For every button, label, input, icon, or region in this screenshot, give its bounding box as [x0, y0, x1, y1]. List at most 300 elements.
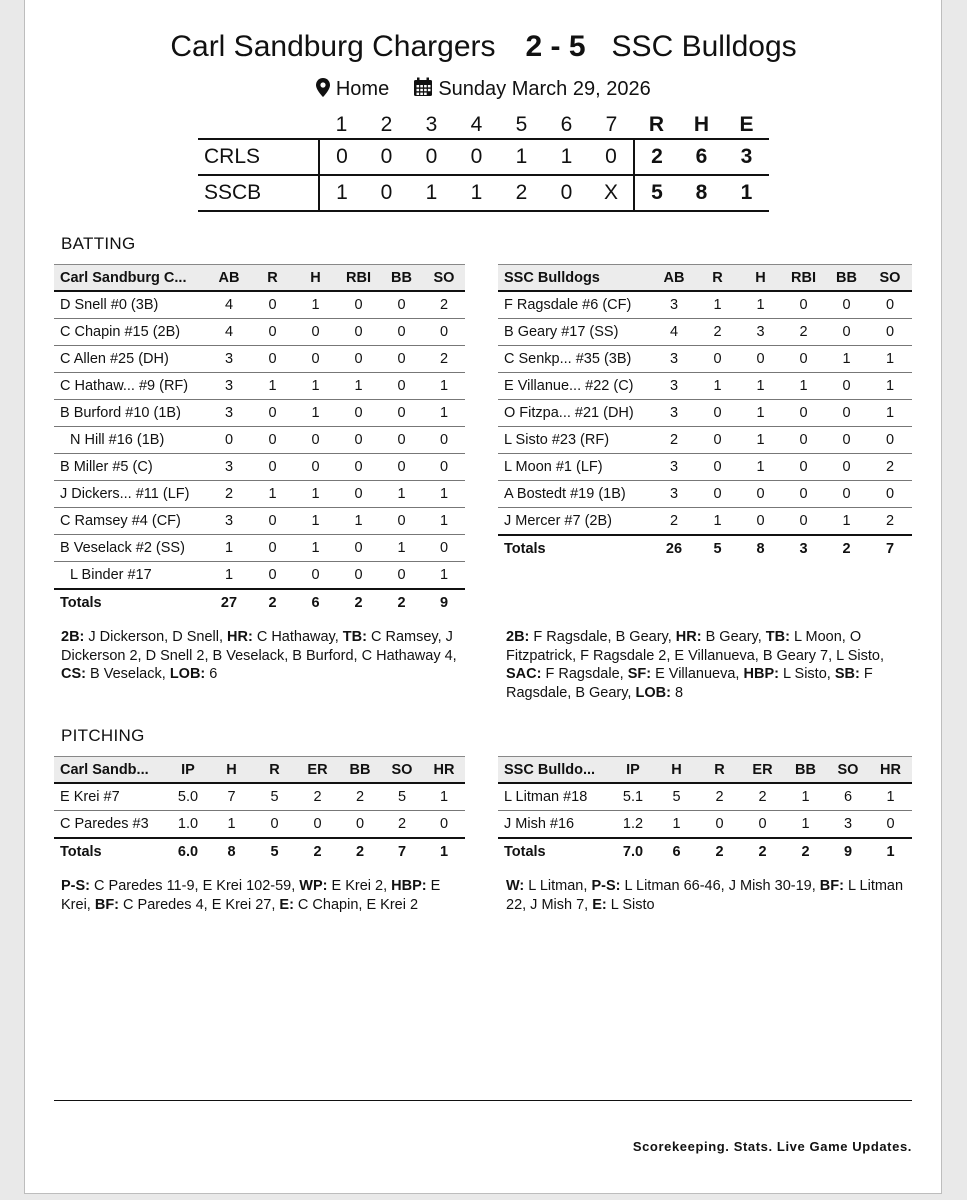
player-name: J Mish #16 [498, 811, 611, 839]
linescore-table [198, 112, 769, 212]
team-column-header: Carl Sandb... [54, 757, 166, 784]
player-name: C Paredes #3 [54, 811, 166, 839]
linescore-team-header [198, 112, 319, 139]
stat-cell: 6 [827, 783, 869, 811]
note-key: LOB: [635, 684, 671, 701]
stat-cell: 0 [825, 427, 868, 454]
stat-cell: 0 [825, 373, 868, 400]
stat-cell: 2 [296, 783, 339, 811]
stat-cell: 1 [655, 811, 698, 839]
stat-cell: 3 [739, 319, 782, 346]
totals-cell: 9 [827, 838, 869, 865]
note-key: E: [279, 896, 294, 913]
player-row [54, 481, 465, 508]
team-column-header: SSC Bulldogs [498, 265, 652, 292]
stat-column-header: IP [611, 757, 655, 784]
stat-cell: 0 [825, 400, 868, 427]
stat-cell: 1 [380, 535, 423, 562]
stat-cell: 0 [825, 291, 868, 319]
stat-cell: 3 [652, 400, 696, 427]
note-value: E Villanueva, [651, 666, 744, 682]
stat-column-header: HR [869, 757, 912, 784]
note-value: C Hathaway, [252, 629, 343, 645]
note-key: LOB: [169, 666, 206, 682]
stat-cell: 1 [696, 508, 739, 536]
totals-cell: 7.0 [611, 838, 655, 865]
runs-total: 2 [634, 139, 679, 175]
note-value: C Chapin, E Krei 2 [293, 896, 419, 913]
stat-cell: 5 [655, 783, 698, 811]
stat-cell: 0 [251, 562, 294, 590]
stat-cell: 2 [652, 427, 696, 454]
player-row [498, 783, 912, 811]
stat-cell: 0 [337, 400, 380, 427]
stat-cell: 0 [696, 400, 739, 427]
stat-column-header: SO [381, 757, 423, 784]
stat-cell: 0 [380, 291, 423, 319]
stat-cell: 0 [698, 811, 741, 839]
player-name: B Miller #5 (C) [54, 454, 207, 481]
totals-cell: 9 [423, 589, 465, 616]
player-name: C Chapin #15 (2B) [54, 319, 207, 346]
stat-cell: 5.1 [611, 783, 655, 811]
player-row [498, 400, 912, 427]
player-row [498, 291, 912, 319]
stat-column-header: H [210, 757, 253, 784]
totals-cell: 5 [696, 535, 739, 562]
stat-cell: 1 [784, 811, 827, 839]
stat-column-header: H [739, 265, 782, 292]
player-name: C Ramsey #4 (CF) [54, 508, 207, 535]
stat-cell: 1 [251, 481, 294, 508]
player-row [498, 811, 912, 839]
stat-cell: 0 [782, 481, 825, 508]
player-name: N Hill #16 (1B) [54, 427, 207, 454]
totals-cell: 1 [423, 838, 465, 865]
stat-cell: 1 [337, 508, 380, 535]
stat-cell: 1 [869, 783, 912, 811]
stat-cell: 7 [210, 783, 253, 811]
stat-cell: 1 [739, 454, 782, 481]
totals-cell: 6 [294, 589, 337, 616]
stat-cell: 0 [782, 427, 825, 454]
stat-cell: 1 [739, 427, 782, 454]
stat-cell: 0 [294, 454, 337, 481]
hits-total: 6 [679, 139, 724, 175]
totals-cell: 2 [251, 589, 294, 616]
batting-section-title: BATTING [61, 234, 136, 253]
stat-cell: 3 [207, 508, 251, 535]
player-name: L Binder #17 [54, 562, 207, 590]
stat-cell: 0 [251, 427, 294, 454]
inning-score: 0 [544, 175, 589, 211]
stat-cell: 1 [696, 373, 739, 400]
stat-column-header: BB [339, 757, 381, 784]
stat-cell: 0 [825, 454, 868, 481]
linescore-team: CRLS [198, 139, 319, 175]
stat-cell: 1 [782, 373, 825, 400]
stat-cell: 1 [294, 481, 337, 508]
final-score: 2 - 5 [525, 30, 586, 63]
note-value: C Ramsey, J Dickerson 2, D Snell 2, B Veselack, B Burford, C Hathaway 4, [61, 629, 457, 664]
hits-total: 8 [679, 175, 724, 211]
stat-cell: 0 [337, 427, 380, 454]
stat-cell: 2 [652, 508, 696, 536]
note-key: W: [506, 878, 525, 894]
stat-cell: 3 [207, 454, 251, 481]
player-name: E Krei #7 [54, 783, 166, 811]
stat-cell: 0 [251, 454, 294, 481]
note-value: C Paredes 4, E Krei 27, [119, 896, 280, 913]
stat-cell: 3 [827, 811, 869, 839]
stat-cell: 2 [423, 346, 465, 373]
note-value: C Paredes 11-9, E Krei 102-59, [90, 878, 300, 894]
inning-score: 0 [364, 175, 409, 211]
note-key: E: [592, 896, 607, 913]
note-value: B Geary, [701, 629, 766, 645]
stat-cell: 1 [294, 508, 337, 535]
home-batting-table [498, 264, 912, 562]
player-name: C Allen #25 (DH) [54, 346, 207, 373]
page-edge-right [941, 0, 942, 1193]
away-batting-notes [61, 628, 465, 684]
location-pin-icon [316, 78, 330, 100]
totals-cell: 2 [741, 838, 784, 865]
stat-cell: 0 [741, 811, 784, 839]
stat-cell: 0 [380, 454, 423, 481]
totals-cell: 8 [210, 838, 253, 865]
stat-cell: 1 [739, 291, 782, 319]
stat-cell: 1 [868, 373, 912, 400]
totals-row [54, 838, 465, 865]
linescore-row-home [198, 175, 769, 211]
stat-cell: 1 [868, 346, 912, 373]
note-key: HR: [227, 629, 253, 645]
hits-header: H [693, 113, 710, 136]
inning-header: 1 [335, 113, 348, 136]
inning-score: 1 [544, 139, 589, 175]
stat-cell: 5 [253, 783, 296, 811]
player-row [54, 373, 465, 400]
note-value: L Litman 66-46, J Mish 30-19, [620, 878, 820, 894]
errors-total: 1 [724, 175, 769, 211]
totals-label: Totals [498, 535, 652, 562]
stat-cell: 0 [782, 346, 825, 373]
stat-cell: 0 [380, 508, 423, 535]
stat-cell: 0 [782, 291, 825, 319]
inning-score: 1 [454, 175, 499, 211]
stat-cell: 2 [868, 508, 912, 536]
runs-total: 5 [634, 175, 679, 211]
stat-cell: 0 [423, 535, 465, 562]
stat-cell: 0 [423, 811, 465, 839]
away-team-name: Carl Sandburg Chargers [170, 30, 496, 63]
player-row [54, 346, 465, 373]
inning-header: 5 [515, 113, 528, 136]
inning-score: 1 [409, 175, 454, 211]
inning-header: 7 [605, 113, 618, 136]
away-pitching-table [54, 756, 465, 865]
totals-cell: 6 [655, 838, 698, 865]
pitching-section-title: PITCHING [61, 726, 145, 745]
player-name: B Geary #17 (SS) [498, 319, 652, 346]
player-name: B Burford #10 (1B) [54, 400, 207, 427]
totals-cell: 1 [869, 838, 912, 865]
player-row [498, 427, 912, 454]
note-value: F Ragsdale, B Geary, [506, 666, 873, 701]
note-key: WP: [299, 878, 328, 894]
stat-cell: 1.0 [166, 811, 210, 839]
stat-cell: 0 [696, 427, 739, 454]
player-row [498, 373, 912, 400]
stat-cell: 0 [423, 427, 465, 454]
stat-cell: 0 [739, 508, 782, 536]
page-edge-left [24, 0, 25, 1193]
stat-cell: 0 [337, 319, 380, 346]
stat-cell: 1 [739, 400, 782, 427]
stat-cell: 0 [868, 481, 912, 508]
note-key: HR: [675, 629, 702, 645]
note-key: 2B: [506, 629, 530, 645]
page-edge-bottom [24, 1193, 942, 1194]
stat-cell: 0 [868, 427, 912, 454]
stat-cell: 1 [207, 535, 251, 562]
totals-cell: 2 [339, 838, 381, 865]
stat-column-header: HR [423, 757, 465, 784]
stat-cell: 2 [339, 783, 381, 811]
stat-column-header: H [294, 265, 337, 292]
team-column-header: SSC Bulldo... [498, 757, 611, 784]
stat-cell: 1 [423, 400, 465, 427]
stat-cell: 0 [825, 319, 868, 346]
away-pitching-notes [61, 877, 465, 914]
stat-column-header: BB [784, 757, 827, 784]
pitching-header-row [54, 757, 465, 784]
team-column-header: Carl Sandburg C... [54, 265, 207, 292]
stat-cell: 1 [825, 508, 868, 536]
stat-cell: 1 [294, 373, 337, 400]
stat-column-header: BB [380, 265, 423, 292]
stat-cell: 1 [784, 783, 827, 811]
stat-cell: 0 [251, 508, 294, 535]
stat-cell: 2 [741, 783, 784, 811]
stat-cell: 0 [296, 811, 339, 839]
stat-cell: 0 [696, 454, 739, 481]
note-value: B Veselack, [85, 666, 170, 682]
note-value: L Sisto [606, 896, 655, 913]
batting-header-row [54, 265, 465, 292]
player-row [54, 319, 465, 346]
stat-cell: 1 [423, 373, 465, 400]
pitching-header-row [498, 757, 912, 784]
inning-score: 0 [319, 139, 364, 175]
stat-cell: 0 [868, 291, 912, 319]
stat-cell: 0 [251, 400, 294, 427]
note-key: BF: [94, 896, 120, 913]
inning-score: 2 [499, 175, 544, 211]
totals-label: Totals [54, 838, 166, 865]
stat-column-header: R [253, 757, 296, 784]
stat-cell: 1 [251, 373, 294, 400]
stat-cell: 0 [337, 481, 380, 508]
stat-cell: 1 [696, 291, 739, 319]
player-name: J Mercer #7 (2B) [498, 508, 652, 536]
linescore-row-away [198, 139, 769, 175]
player-name: A Bostedt #19 (1B) [498, 481, 652, 508]
game-info [0, 77, 967, 101]
stat-cell: 1 [294, 400, 337, 427]
player-name: J Dickers... #11 (LF) [54, 481, 207, 508]
note-value: 6 [205, 666, 218, 682]
home-batting-notes [506, 628, 912, 702]
stat-cell: 0 [423, 319, 465, 346]
stat-cell: 4 [207, 291, 251, 319]
stat-cell: 0 [869, 811, 912, 839]
player-row [54, 535, 465, 562]
player-row [498, 346, 912, 373]
inning-header: 2 [380, 113, 393, 136]
totals-cell: 7 [868, 535, 912, 562]
totals-cell: 5 [253, 838, 296, 865]
stat-cell: 0 [251, 346, 294, 373]
player-name: L Moon #1 (LF) [498, 454, 652, 481]
totals-cell: 2 [380, 589, 423, 616]
note-key: BF: [819, 878, 844, 894]
note-key: SF: [627, 666, 652, 682]
stat-column-header: RBI [782, 265, 825, 292]
player-row [498, 454, 912, 481]
stat-cell: 0 [696, 346, 739, 373]
totals-cell: 2 [784, 838, 827, 865]
stat-cell: 1.2 [611, 811, 655, 839]
stat-cell: 1 [739, 373, 782, 400]
stat-cell: 0 [339, 811, 381, 839]
stat-cell: 1 [210, 811, 253, 839]
player-name: C Senkp... #35 (3B) [498, 346, 652, 373]
stat-cell: 0 [294, 346, 337, 373]
player-name: O Fitzpa... #21 (DH) [498, 400, 652, 427]
stat-cell: 0 [294, 427, 337, 454]
stat-cell: 0 [825, 481, 868, 508]
note-key: SB: [834, 666, 860, 682]
player-row [54, 454, 465, 481]
player-row [54, 811, 465, 839]
player-row [54, 783, 465, 811]
stat-cell: 2 [381, 811, 423, 839]
stat-cell: 0 [337, 346, 380, 373]
stat-cell: 0 [782, 454, 825, 481]
stat-cell: 1 [423, 508, 465, 535]
stat-cell: 0 [782, 508, 825, 536]
batting-header-row [498, 265, 912, 292]
totals-cell: 2 [698, 838, 741, 865]
stat-cell: 0 [423, 454, 465, 481]
stat-cell: 0 [294, 319, 337, 346]
inning-score: 1 [319, 175, 364, 211]
footer-tagline: Scorekeeping. Stats. Live Game Updates. [632, 1139, 912, 1154]
note-key: TB: [342, 629, 367, 645]
stat-cell: 0 [380, 562, 423, 590]
player-name: F Ragsdale #6 (CF) [498, 291, 652, 319]
player-name: C Hathaw... #9 (RF) [54, 373, 207, 400]
home-team-name: SSC Bulldogs [611, 30, 797, 63]
inning-header: 6 [560, 113, 573, 136]
player-name: D Snell #0 (3B) [54, 291, 207, 319]
inning-score: 0 [454, 139, 499, 175]
totals-cell: 2 [825, 535, 868, 562]
stat-cell: 0 [380, 427, 423, 454]
stat-cell: 2 [868, 454, 912, 481]
stat-column-header: IP [166, 757, 210, 784]
note-value: J Dickerson, D Snell, [84, 629, 228, 645]
stat-cell: 1 [380, 481, 423, 508]
stat-cell: 1 [423, 783, 465, 811]
stat-cell: 0 [251, 319, 294, 346]
player-name: E Villanue... #22 (C) [498, 373, 652, 400]
stat-cell: 0 [253, 811, 296, 839]
runs-header: R [648, 113, 665, 136]
home-pitching-table [498, 756, 912, 865]
stat-cell: 0 [782, 400, 825, 427]
totals-row [498, 535, 912, 562]
stat-cell: 1 [868, 400, 912, 427]
note-key: HBP: [391, 878, 427, 894]
stat-cell: 1 [207, 562, 251, 590]
stat-cell: 0 [337, 562, 380, 590]
player-row [54, 400, 465, 427]
stat-column-header: ER [741, 757, 784, 784]
stat-cell: 1 [337, 373, 380, 400]
stat-cell: 2 [423, 291, 465, 319]
stat-cell: 3 [207, 373, 251, 400]
player-name: B Veselack #2 (SS) [54, 535, 207, 562]
totals-label: Totals [54, 589, 207, 616]
player-row [54, 508, 465, 535]
stat-cell: 3 [652, 291, 696, 319]
stat-column-header: SO [423, 265, 465, 292]
stat-cell: 0 [696, 481, 739, 508]
totals-label: Totals [498, 838, 611, 865]
stat-cell: 5 [381, 783, 423, 811]
calendar-icon [413, 78, 433, 100]
linescore-team: SSCB [198, 175, 319, 211]
inning-score: 1 [499, 139, 544, 175]
stat-cell: 4 [207, 319, 251, 346]
player-row [498, 481, 912, 508]
note-value: 8 [670, 684, 684, 701]
player-row [498, 319, 912, 346]
home-pitching-notes [506, 877, 912, 914]
inning-header: 3 [425, 113, 438, 136]
stat-column-header: AB [652, 265, 696, 292]
stat-cell: 0 [380, 319, 423, 346]
note-key: TB: [765, 629, 790, 645]
stat-column-header: H [655, 757, 698, 784]
footer-divider [54, 1100, 912, 1101]
stat-cell: 1 [294, 291, 337, 319]
stat-cell: 0 [251, 535, 294, 562]
note-value: E Krei 2, [327, 878, 392, 894]
note-value: L Moon, O Fitzpatrick, F Ragsdale 2, E Villanueva, B Geary 7, L Sisto, [506, 629, 884, 664]
stat-cell: 3 [652, 346, 696, 373]
game-location: Home [335, 78, 390, 100]
player-row [54, 562, 465, 590]
note-key: P-S: [591, 878, 621, 894]
player-row [498, 508, 912, 536]
totals-cell: 6.0 [166, 838, 210, 865]
away-batting-table [54, 264, 465, 616]
totals-row [54, 589, 465, 616]
